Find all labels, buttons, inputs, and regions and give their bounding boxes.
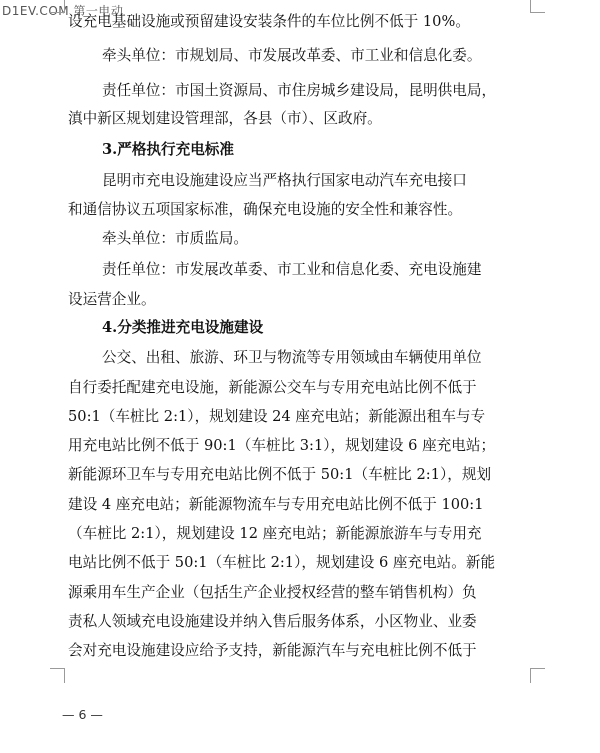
- body-line: 建设 4 座充电站；新能源物流车与专用充电站比例不低于 100:1: [68, 496, 484, 513]
- page-number: — 6 —: [62, 707, 103, 722]
- body-line: 责任单位：市国土资源局、市住房城乡建设局，昆明供电局，: [102, 82, 497, 99]
- body-line: 50:1（车桩比 2:1），规划建设 24 座充电站；新能源出租车与专: [68, 408, 486, 425]
- body-line: 设运营企业。: [68, 291, 156, 308]
- body-line: 责任单位：市发展改革委、市工业和信息化委、充电设施建: [102, 261, 482, 278]
- section-heading: 3.严格执行充电标准: [102, 141, 234, 158]
- body-line: 新能源环卫车与专用充电站比例不低于 50:1（车桩比 2:1），规划: [68, 466, 492, 483]
- body-line: 和通信协议五项国家标准，确保充电设施的安全性和兼容性。: [68, 201, 463, 218]
- body-line: 牵头单位：市质监局。: [102, 230, 248, 247]
- crop-mark-bottom-right: [530, 668, 545, 683]
- body-line: 牵头单位：市规划局、市发展改革委、市工业和信息化委。: [102, 47, 482, 64]
- body-line: 用充电站比例不低于 90:1（车桩比 3:1），规划建设 6 座充电站；: [68, 437, 496, 454]
- crop-mark-top-left: [50, 0, 65, 13]
- crop-mark-top-right: [530, 0, 545, 13]
- body-line: 电站比例不低于 50:1（车桩比 2:1），规划建设 6 座充电站。新能: [68, 554, 496, 571]
- watermark: D1EV.COM 第一电动: [2, 4, 124, 18]
- body-line: 昆明市充电设施建设应当严格执行国家电动汽车充电接口: [102, 172, 467, 189]
- body-line: 滇中新区规划建设管理部，各县（市）、区政府。: [68, 110, 382, 127]
- body-line: 自行委托配建充电设施，新能源公交车与专用充电站比例不低于: [68, 379, 477, 396]
- body-line: 会对充电设施建设应给予支持，新能源汽车与充电桩比例不低于: [68, 642, 477, 659]
- body-line: （车桩比 2:1），规划建设 12 座充电站；新能源旅游车与专用充: [68, 525, 482, 542]
- body-line: 源乘用车生产企业（包括生产企业授权经营的整车销售机构）负: [68, 584, 477, 601]
- section-heading: 4.分类推进充电设施建设: [102, 319, 264, 336]
- body-line: 责私人领域充电设施建设并纳入售后服务体系，小区物业、业委: [68, 613, 477, 630]
- body-line: 公交、出租、旅游、环卫与物流等专用领域由车辆使用单位: [102, 349, 482, 366]
- body-line: 设充电基础设施或预留建设安装条件的车位比例不低于 10%。: [68, 13, 470, 30]
- crop-mark-bottom-left: [50, 668, 65, 683]
